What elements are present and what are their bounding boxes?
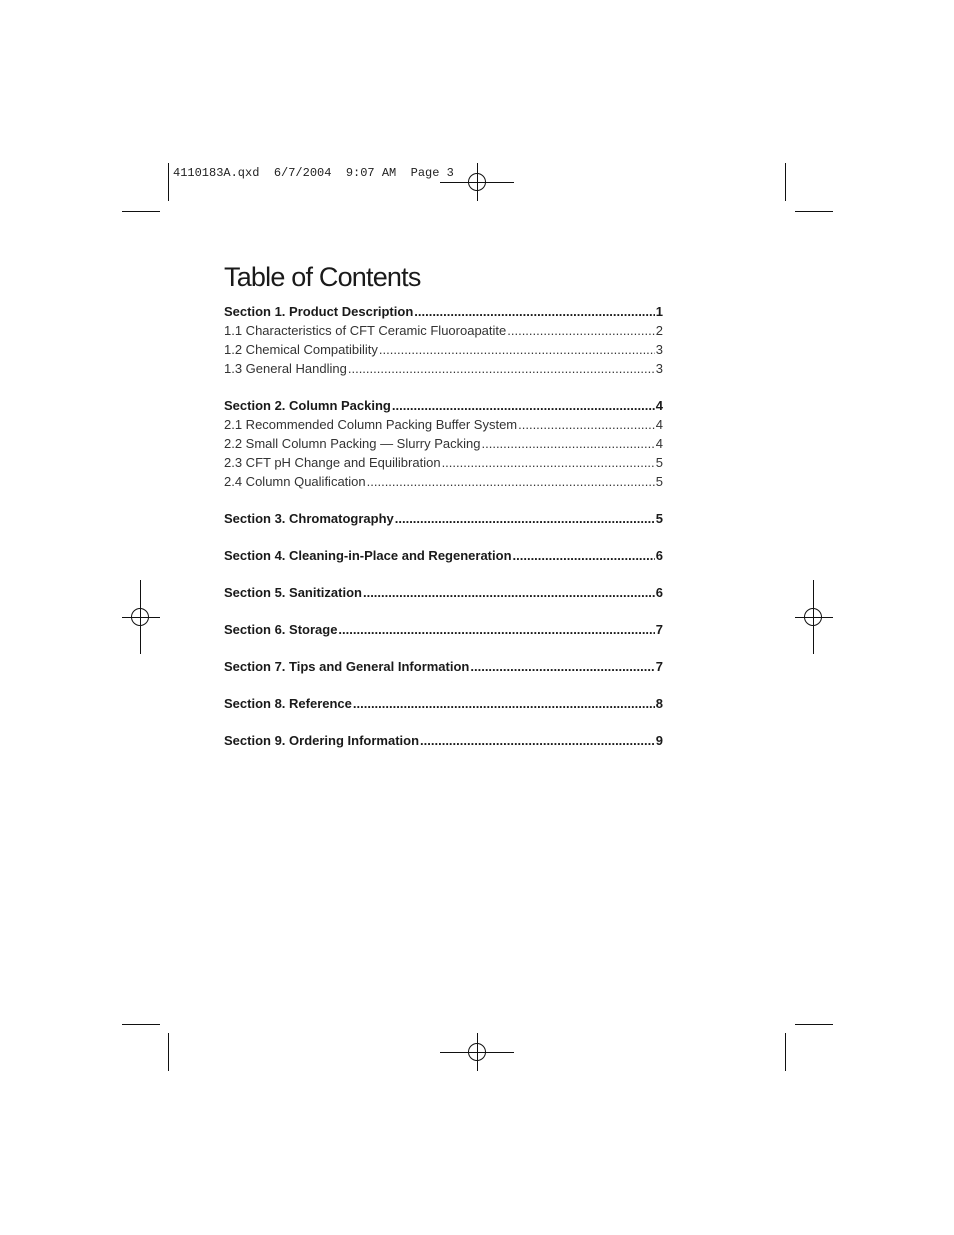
page-title: Table of Contents <box>224 262 421 292</box>
toc-section-entry <box>224 731 663 750</box>
dot-leader <box>507 321 655 340</box>
toc-spacer <box>224 602 663 620</box>
dot-leader <box>392 396 655 415</box>
toc-page-number: 6 <box>655 548 663 563</box>
toc-spacer <box>224 528 663 546</box>
toc-page-number: 4 <box>655 398 663 413</box>
toc-entry-label: 2.2 Small Column Packing — Slurry Packing <box>224 436 481 451</box>
toc-spacer <box>224 639 663 657</box>
toc-entry-label: Section 4. Cleaning-in-Place and Regeneration <box>224 548 512 563</box>
toc-page-number: 6 <box>655 585 663 600</box>
toc-entry-label: Section 3. Chromatography <box>224 511 394 526</box>
toc-page-number: 8 <box>655 696 663 711</box>
toc-page-number: 5 <box>655 511 663 526</box>
dot-leader <box>367 472 655 491</box>
dot-leader <box>379 340 655 359</box>
toc-page-number: 7 <box>655 659 663 674</box>
toc-entry-label: 2.3 CFT pH Change and Equilibration <box>224 455 441 470</box>
dot-leader <box>482 434 655 453</box>
toc-page-number: 3 <box>655 361 663 376</box>
toc-section-entry <box>224 396 663 415</box>
dot-leader <box>513 546 655 565</box>
toc-page-number: 5 <box>655 455 663 470</box>
dot-leader <box>395 509 655 528</box>
toc-entry-label: Section 7. Tips and General Information <box>224 659 470 674</box>
table-of-contents <box>224 302 663 750</box>
toc-page-number: 4 <box>655 417 663 432</box>
toc-entry-label: 1.2 Chemical Compatibility <box>224 342 378 357</box>
toc-page-number: 9 <box>655 733 663 748</box>
toc-entry-label: Section 8. Reference <box>224 696 352 711</box>
toc-entry-label: Section 1. Product Description <box>224 304 414 319</box>
toc-subsection-entry <box>224 434 663 453</box>
toc-page-number: 5 <box>655 474 663 489</box>
toc-page-number: 4 <box>655 436 663 451</box>
dot-leader <box>338 620 654 639</box>
toc-spacer <box>224 676 663 694</box>
toc-spacer <box>224 378 663 396</box>
dot-leader <box>348 359 655 378</box>
toc-section-entry <box>224 509 663 528</box>
dot-leader <box>442 453 655 472</box>
toc-section-entry <box>224 583 663 602</box>
toc-page-number: 7 <box>655 622 663 637</box>
toc-subsection-entry <box>224 415 663 434</box>
dot-leader <box>414 302 655 321</box>
dot-leader <box>363 583 655 602</box>
toc-entry-label: Section 2. Column Packing <box>224 398 391 413</box>
toc-subsection-entry <box>224 321 663 340</box>
toc-entry-label: Section 6. Storage <box>224 622 338 637</box>
toc-subsection-entry <box>224 340 663 359</box>
toc-entry-label: Section 9. Ordering Information <box>224 733 420 748</box>
toc-spacer <box>224 565 663 583</box>
toc-subsection-entry <box>224 453 663 472</box>
dot-leader <box>420 731 655 750</box>
toc-subsection-entry <box>224 472 663 491</box>
toc-subsection-entry <box>224 359 663 378</box>
toc-section-entry <box>224 302 663 321</box>
file-slug: 4110183A.qxd 6/7/2004 9:07 AM Page 3 <box>173 166 454 180</box>
toc-section-entry <box>224 694 663 713</box>
toc-entry-label: 1.1 Characteristics of CFT Ceramic Fluoroapatite <box>224 323 507 338</box>
toc-section-entry <box>224 620 663 639</box>
dot-leader <box>353 694 655 713</box>
toc-section-entry <box>224 657 663 676</box>
toc-entry-label: 2.1 Recommended Column Packing Buffer System <box>224 417 518 432</box>
toc-page-number: 1 <box>655 304 663 319</box>
toc-spacer <box>224 713 663 731</box>
toc-entry-label: 1.3 General Handling <box>224 361 347 376</box>
toc-entry-label: 2.4 Column Qualification <box>224 474 366 489</box>
toc-spacer <box>224 491 663 509</box>
toc-section-entry <box>224 546 663 565</box>
dot-leader <box>518 415 655 434</box>
toc-page-number: 2 <box>655 323 663 338</box>
dot-leader <box>470 657 654 676</box>
toc-entry-label: Section 5. Sanitization <box>224 585 362 600</box>
toc-page-number: 3 <box>655 342 663 357</box>
